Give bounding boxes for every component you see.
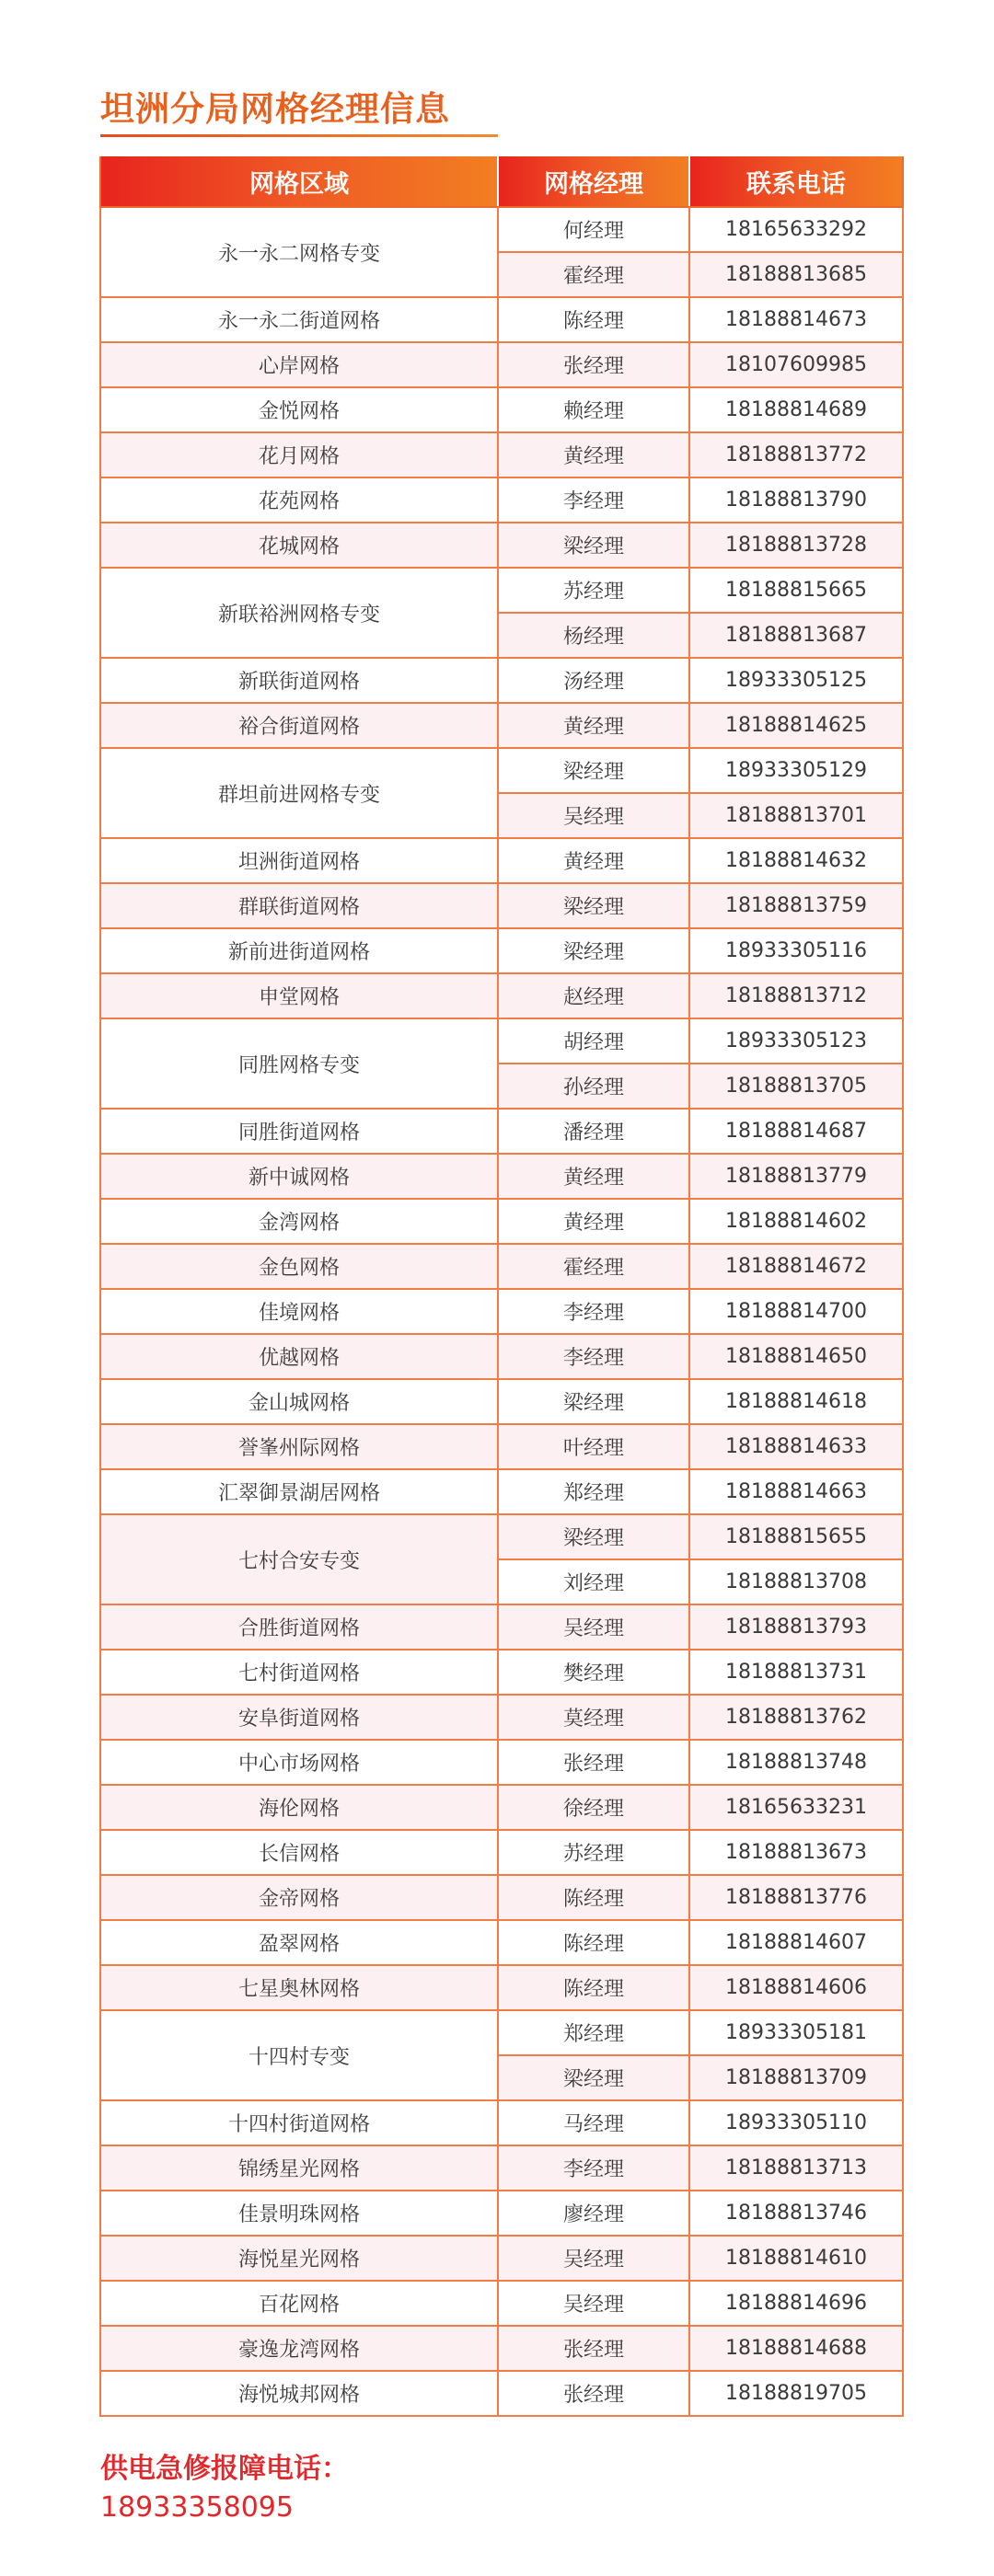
grid-area-cell: 永一永二街道网格 xyxy=(100,297,498,342)
table-row xyxy=(100,1604,903,1650)
table-row xyxy=(100,1785,903,1830)
manager-name-cell: 吴经理 xyxy=(498,2236,689,2281)
phone-cell: 18188814700 xyxy=(689,1289,903,1334)
phone-cell: 18188814687 xyxy=(689,1109,903,1154)
manager-name-cell: 徐经理 xyxy=(498,1785,689,1830)
table-row xyxy=(100,1199,903,1244)
phone-cell: 18107609985 xyxy=(689,342,903,387)
manager-name-cell: 陈经理 xyxy=(498,1920,689,1965)
table-row xyxy=(100,1334,903,1379)
phone-cell: 18188813748 xyxy=(689,1740,903,1785)
manager-name-cell: 孙经理 xyxy=(498,1064,689,1109)
manager-name-cell: 黄经理 xyxy=(498,1154,689,1199)
grid-area-cell: 百花网格 xyxy=(100,2281,498,2326)
grid-area-cell: 坦洲街道网格 xyxy=(100,838,498,883)
manager-name-cell: 郑经理 xyxy=(498,2010,689,2055)
table-row xyxy=(100,1830,903,1875)
table-row xyxy=(100,883,903,928)
manager-name-cell: 陈经理 xyxy=(498,1875,689,1920)
manager-name-cell: 李经理 xyxy=(498,1334,689,1379)
phone-cell: 18188814610 xyxy=(689,2236,903,2281)
manager-name-cell: 吴经理 xyxy=(498,1604,689,1650)
grid-area-cell: 金悦网格 xyxy=(100,387,498,432)
grid-area-cell: 中心市场网格 xyxy=(100,1740,498,1785)
table-row xyxy=(100,477,903,523)
grid-area-cell: 十四村街道网格 xyxy=(100,2100,498,2145)
grid-area-cell: 佳境网格 xyxy=(100,1289,498,1334)
table-row xyxy=(100,1154,903,1199)
grid-area-cell: 合胜街道网格 xyxy=(100,1604,498,1650)
phone-cell: 18188814688 xyxy=(689,2326,903,2371)
phone-cell: 18933305110 xyxy=(689,2100,903,2145)
title-underline xyxy=(100,134,498,137)
grid-area-cell: 群联街道网格 xyxy=(100,883,498,928)
grid-area-cell: 金色网格 xyxy=(100,1244,498,1289)
table-row xyxy=(100,1109,903,1154)
phone-cell: 18165633231 xyxy=(689,1785,903,1830)
phone-cell: 18188814632 xyxy=(689,838,903,883)
manager-name-cell: 黄经理 xyxy=(498,432,689,477)
table-row xyxy=(100,568,903,613)
table-row xyxy=(100,838,903,883)
table-row xyxy=(100,297,903,342)
manager-name-cell: 苏经理 xyxy=(498,568,689,613)
table-row xyxy=(100,973,903,1018)
table-row xyxy=(100,748,903,793)
grid-area-cell: 佳景明珠网格 xyxy=(100,2191,498,2236)
table-row xyxy=(100,2010,903,2055)
table-row xyxy=(100,1244,903,1289)
grid-area-cell: 同胜街道网格 xyxy=(100,1109,498,1154)
phone-cell: 18188814633 xyxy=(689,1424,903,1469)
phone-cell: 18188813762 xyxy=(689,1695,903,1740)
phone-cell: 18188813709 xyxy=(689,2055,903,2100)
manager-name-cell: 苏经理 xyxy=(498,1830,689,1875)
manager-name-cell: 胡经理 xyxy=(498,1018,689,1064)
manager-name-cell: 陈经理 xyxy=(498,297,689,342)
manager-name-cell: 张经理 xyxy=(498,2371,689,2416)
grid-area-cell: 永一永二网格专变 xyxy=(100,207,498,297)
table-row xyxy=(100,2191,903,2236)
page-title: 坦洲分局网格经理信息 xyxy=(100,89,450,129)
grid-area-cell: 誉峯州际网格 xyxy=(100,1424,498,1469)
grid-area-cell: 安阜街道网格 xyxy=(100,1695,498,1740)
manager-name-cell: 吴经理 xyxy=(498,2281,689,2326)
phone-cell: 18188814689 xyxy=(689,387,903,432)
phone-cell: 18188813776 xyxy=(689,1875,903,1920)
grid-area-cell: 七星奥林网格 xyxy=(100,1965,498,2010)
manager-name-cell: 张经理 xyxy=(498,2326,689,2371)
manager-name-cell: 莫经理 xyxy=(498,1695,689,1740)
table-row xyxy=(100,1469,903,1514)
phone-cell: 18933305123 xyxy=(689,1018,903,1064)
manager-name-cell: 杨经理 xyxy=(498,613,689,658)
table-header xyxy=(100,156,903,207)
phone-cell: 18188813779 xyxy=(689,1154,903,1199)
phone-cell: 18188814602 xyxy=(689,1199,903,1244)
phone-cell: 18188813746 xyxy=(689,2191,903,2236)
grid-manager-table xyxy=(99,156,904,2417)
phone-cell: 18188814673 xyxy=(689,297,903,342)
phone-cell: 18188813673 xyxy=(689,1830,903,1875)
manager-name-cell: 何经理 xyxy=(498,207,689,252)
manager-name-cell: 李经理 xyxy=(498,477,689,523)
manager-name-cell: 张经理 xyxy=(498,342,689,387)
table-row xyxy=(100,1965,903,2010)
table-row xyxy=(100,432,903,477)
manager-name-cell: 黄经理 xyxy=(498,703,689,748)
manager-name-cell: 梁经理 xyxy=(498,928,689,973)
phone-cell: 18188814650 xyxy=(689,1334,903,1379)
table-row xyxy=(100,1740,903,1785)
manager-name-cell: 叶经理 xyxy=(498,1424,689,1469)
manager-name-cell: 梁经理 xyxy=(498,1379,689,1424)
phone-cell: 18188813728 xyxy=(689,523,903,568)
table-row xyxy=(100,2371,903,2416)
manager-name-cell: 汤经理 xyxy=(498,658,689,703)
grid-area-cell: 盈翠网格 xyxy=(100,1920,498,1965)
manager-name-cell: 李经理 xyxy=(498,2145,689,2191)
phone-cell: 18188814607 xyxy=(689,1920,903,1965)
table-row xyxy=(100,2281,903,2326)
manager-name-cell: 梁经理 xyxy=(498,1514,689,1559)
phone-cell: 18188814618 xyxy=(689,1379,903,1424)
grid-area-cell: 申堂网格 xyxy=(100,973,498,1018)
phone-cell: 18188813772 xyxy=(689,432,903,477)
table-row xyxy=(100,1018,903,1064)
manager-name-cell: 吴经理 xyxy=(498,793,689,838)
manager-name-cell: 廖经理 xyxy=(498,2191,689,2236)
table-row xyxy=(100,2100,903,2145)
phone-cell: 18188813790 xyxy=(689,477,903,523)
phone-cell: 18188815655 xyxy=(689,1514,903,1559)
header-manager: 网格经理 xyxy=(498,156,689,207)
phone-cell: 18933305181 xyxy=(689,2010,903,2055)
table-row xyxy=(100,1920,903,1965)
grid-area-cell: 同胜网格专变 xyxy=(100,1018,498,1109)
manager-name-cell: 霍经理 xyxy=(498,1244,689,1289)
header-area: 网格区域 xyxy=(100,156,498,207)
manager-name-cell: 赖经理 xyxy=(498,387,689,432)
phone-cell: 18188813759 xyxy=(689,883,903,928)
manager-name-cell: 郑经理 xyxy=(498,1469,689,1514)
manager-name-cell: 梁经理 xyxy=(498,748,689,793)
manager-name-cell: 马经理 xyxy=(498,2100,689,2145)
phone-cell: 18188813793 xyxy=(689,1604,903,1650)
manager-name-cell: 黄经理 xyxy=(498,838,689,883)
phone-cell: 18188813708 xyxy=(689,1559,903,1604)
grid-area-cell: 海悦城邦网格 xyxy=(100,2371,498,2416)
grid-area-cell: 金山城网格 xyxy=(100,1379,498,1424)
table-row xyxy=(100,928,903,973)
table-row xyxy=(100,387,903,432)
table-row xyxy=(100,2236,903,2281)
grid-area-cell: 优越网格 xyxy=(100,1334,498,1379)
table-row xyxy=(100,342,903,387)
grid-area-cell: 七村合安专变 xyxy=(100,1514,498,1604)
manager-name-cell: 赵经理 xyxy=(498,973,689,1018)
header-phone: 联系电话 xyxy=(689,156,903,207)
phone-cell: 18188814625 xyxy=(689,703,903,748)
manager-name-cell: 梁经理 xyxy=(498,2055,689,2100)
grid-area-cell: 锦绣星光网格 xyxy=(100,2145,498,2191)
phone-cell: 18188814606 xyxy=(689,1965,903,2010)
table-row xyxy=(100,1875,903,1920)
phone-cell: 18188813687 xyxy=(689,613,903,658)
manager-name-cell: 刘经理 xyxy=(498,1559,689,1604)
grid-area-cell: 心岸网格 xyxy=(100,342,498,387)
grid-area-cell: 长信网格 xyxy=(100,1830,498,1875)
grid-area-cell: 花苑网格 xyxy=(100,477,498,523)
grid-area-cell: 花月网格 xyxy=(100,432,498,477)
manager-name-cell: 樊经理 xyxy=(498,1650,689,1695)
manager-name-cell: 梁经理 xyxy=(498,883,689,928)
table-row xyxy=(100,2145,903,2191)
grid-area-cell: 裕合街道网格 xyxy=(100,703,498,748)
table-row xyxy=(100,658,903,703)
grid-area-cell: 海悦星光网格 xyxy=(100,2236,498,2281)
phone-cell: 18188813712 xyxy=(689,973,903,1018)
manager-name-cell: 梁经理 xyxy=(498,523,689,568)
phone-cell: 18188813713 xyxy=(689,2145,903,2191)
table-row xyxy=(100,1695,903,1740)
grid-area-cell: 新联裕洲网格专变 xyxy=(100,568,498,658)
grid-area-cell: 群坦前进网格专变 xyxy=(100,748,498,838)
phone-cell: 18188813705 xyxy=(689,1064,903,1109)
grid-area-cell: 七村街道网格 xyxy=(100,1650,498,1695)
phone-cell: 18933305129 xyxy=(689,748,903,793)
grid-area-cell: 海伦网格 xyxy=(100,1785,498,1830)
phone-cell: 18188815665 xyxy=(689,568,903,613)
table-row xyxy=(100,1650,903,1695)
hotline-label: 供电急修报障电话： xyxy=(100,2453,349,2485)
grid-area-cell: 新前进街道网格 xyxy=(100,928,498,973)
phone-cell: 18188819705 xyxy=(689,2371,903,2416)
phone-cell: 18188814663 xyxy=(689,1469,903,1514)
manager-name-cell: 霍经理 xyxy=(498,252,689,297)
table-row xyxy=(100,1424,903,1469)
manager-name-cell: 张经理 xyxy=(498,1740,689,1785)
table-row xyxy=(100,703,903,748)
phone-cell: 18933305125 xyxy=(689,658,903,703)
grid-area-cell: 金湾网格 xyxy=(100,1199,498,1244)
table-row xyxy=(100,2326,903,2371)
manager-name-cell: 潘经理 xyxy=(498,1109,689,1154)
phone-cell: 18933305116 xyxy=(689,928,903,973)
phone-cell: 18188813701 xyxy=(689,793,903,838)
grid-area-cell: 新中诚网格 xyxy=(100,1154,498,1199)
grid-area-cell: 花城网格 xyxy=(100,523,498,568)
manager-name-cell: 黄经理 xyxy=(498,1199,689,1244)
phone-cell: 18188814696 xyxy=(689,2281,903,2326)
phone-cell: 18188813685 xyxy=(689,252,903,297)
hotline-number: 18933358095 xyxy=(100,2491,294,2524)
table-row xyxy=(100,207,903,252)
grid-area-cell: 豪逸龙湾网格 xyxy=(100,2326,498,2371)
grid-area-cell: 汇翠御景湖居网格 xyxy=(100,1469,498,1514)
grid-area-cell: 金帝网格 xyxy=(100,1875,498,1920)
manager-name-cell: 李经理 xyxy=(498,1289,689,1334)
table-row xyxy=(100,1379,903,1424)
table-row xyxy=(100,1289,903,1334)
table-row xyxy=(100,523,903,568)
phone-cell: 18165633292 xyxy=(689,207,903,252)
table-body xyxy=(100,207,903,2416)
grid-area-cell: 新联街道网格 xyxy=(100,658,498,703)
phone-cell: 18188814672 xyxy=(689,1244,903,1289)
phone-cell: 18188813731 xyxy=(689,1650,903,1695)
manager-name-cell: 陈经理 xyxy=(498,1965,689,2010)
grid-area-cell: 十四村专变 xyxy=(100,2010,498,2100)
table-row xyxy=(100,1514,903,1559)
